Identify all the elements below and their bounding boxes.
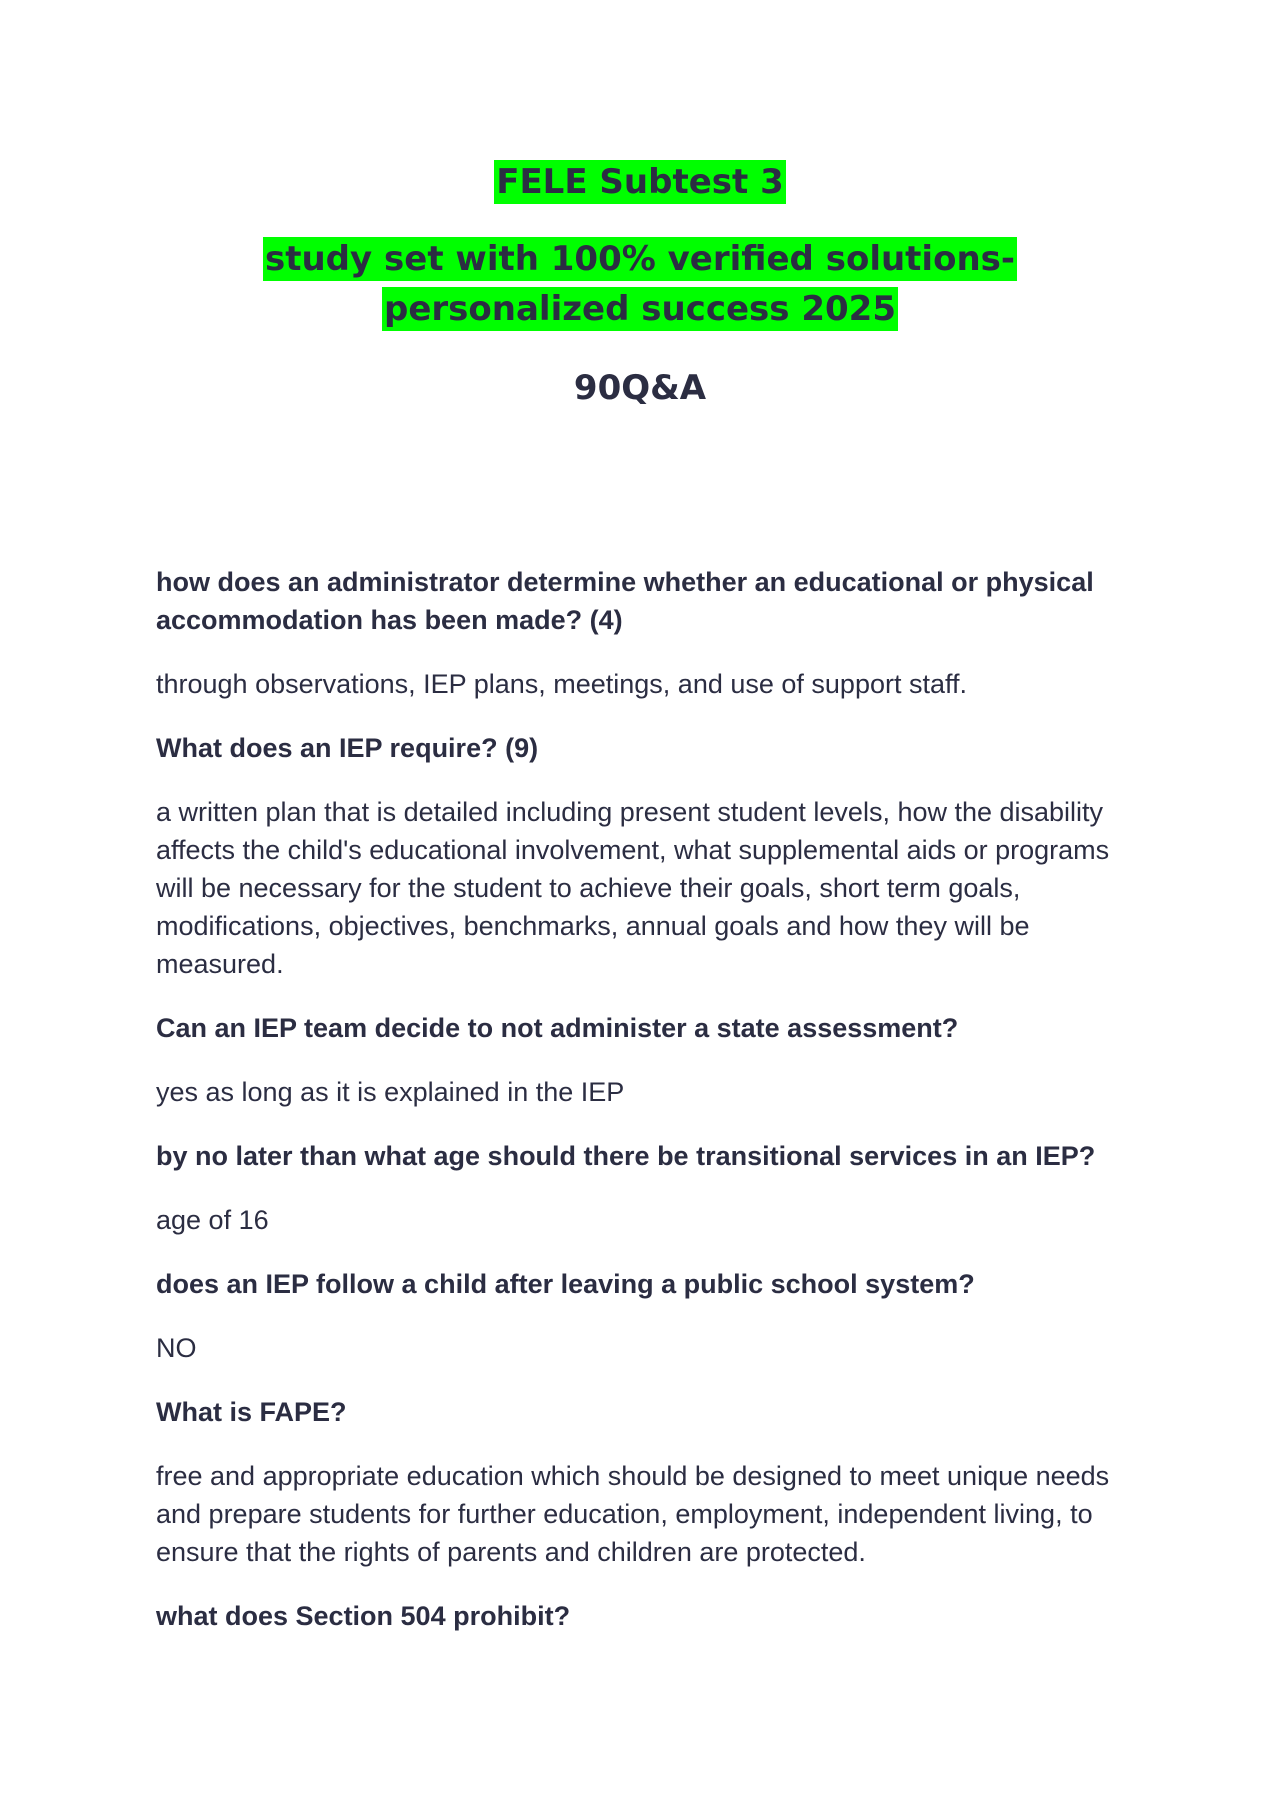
answer-text: NO xyxy=(156,1333,197,1363)
question-text: Can an IEP team decide to not administer a state assessment? xyxy=(156,1013,959,1043)
question-text: What does an IEP require? (9) xyxy=(156,733,539,763)
document-subtitle xyxy=(150,234,1130,334)
question-count: 90Q&A xyxy=(573,368,707,408)
answer-text: a written plan that is detailed including present student levels, how the disability affects the child's educational involvement, what supplemental aids or programs will be necessary for the student to achieve their goals, short term goals, modifications, objectives, benchmarks, annual goals and how they will be measured. xyxy=(156,797,1110,979)
answer-text: yes as long as it is explained in the IEP xyxy=(156,1077,625,1107)
answer-text: free and appropriate education which should be designed to meet unique needs and prepare students for further education, employment, independent living, to ensure that the rights of parents and children are protected. xyxy=(156,1461,1110,1567)
question-text: What is FAPE? xyxy=(156,1397,347,1427)
subtitle-highlight: study set with 100% verified solutions-personalized success 2025 xyxy=(264,239,1015,329)
question-text: by no later than what age should there be transitional services in an IEP? xyxy=(156,1141,1096,1171)
document-title xyxy=(150,158,1130,206)
question-text: what does Section 504 prohibit? xyxy=(156,1601,571,1631)
answer-text: through observations, IEP plans, meetings, and use of support staff. xyxy=(156,669,968,699)
question-text: does an IEP follow a child after leaving a public school system? xyxy=(156,1269,975,1299)
question-text: how does an administrator determine whether an educational or physical accommodation has been made? (4) xyxy=(156,567,1094,635)
qa-list xyxy=(156,563,1146,1661)
title-highlight: FELE Subtest 3 xyxy=(496,162,784,202)
answer-text: age of 16 xyxy=(156,1205,269,1235)
